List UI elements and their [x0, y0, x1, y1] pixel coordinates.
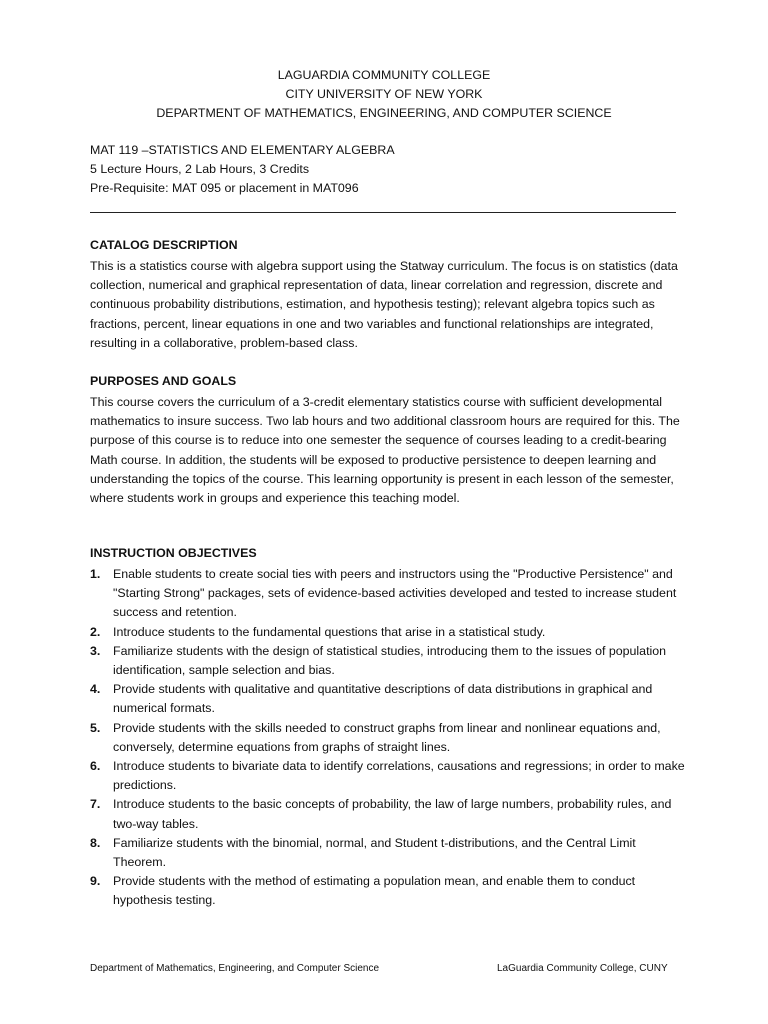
- list-item-text: Enable students to create social ties with peers and instructors using the "Productive Persistence" and "Starting Strong" packages, sets of evidence-based activities developed and tested to increase student success and retention.: [113, 567, 677, 620]
- footer-department: Department of Mathematics, Engineering, and Computer Science: [90, 963, 380, 974]
- list-item: [90, 642, 690, 680]
- page-footer: [90, 962, 670, 974]
- catalog-heading: CATALOG DESCRIPTION: [90, 238, 238, 252]
- course-hours: 5 Lecture Hours, 2 Lab Hours, 3 Credits: [90, 162, 310, 176]
- divider-line: [90, 212, 676, 213]
- course-title: MAT 119 –STATISTICS AND ELEMENTARY ALGEBRA: [90, 143, 395, 157]
- objectives-heading: INSTRUCTION OBJECTIVES: [90, 546, 257, 560]
- list-item-text: Introduce students to bivariate data to identify correlations, causations and regressions; in order to make predictions.: [113, 759, 685, 793]
- list-item-number: 2.: [90, 624, 101, 639]
- list-item-number: 7.: [90, 797, 101, 812]
- list-item: [90, 623, 690, 642]
- university-name: CITY UNIVERSITY OF NEW YORK: [285, 87, 483, 101]
- list-item: [90, 795, 690, 833]
- list-item-text: Introduce students to the basic concepts of probability, the law of large numbers, probability rules, and two-way tables.: [113, 797, 672, 831]
- list-item-number: 4.: [90, 682, 101, 697]
- catalog-section: [90, 236, 690, 353]
- list-item: [90, 719, 690, 757]
- list-item-text: Familiarize students with the binomial, normal, and Student t-distributions, and the Central Limit Theorem.: [113, 835, 636, 870]
- purposes-section: [90, 372, 690, 508]
- purposes-heading: PURPOSES AND GOALS: [90, 374, 237, 388]
- course-prerequisite: Pre-Requisite: MAT 095 or placement in MAT096: [90, 181, 359, 195]
- list-item-number: 1.: [90, 567, 101, 581]
- list-item: [90, 757, 690, 795]
- list-item: [90, 680, 690, 718]
- objectives-section: [90, 544, 690, 911]
- objectives-list: [90, 565, 690, 911]
- list-item-number: 5.: [90, 720, 101, 735]
- list-item-text: Familiarize students with the design of statistical studies, introducing them to the issues of population identification, sample selection and bias.: [113, 643, 667, 678]
- course-info: [90, 141, 395, 198]
- list-item-number: 8.: [90, 835, 101, 850]
- college-name: LAGUARDIA COMMUNITY COLLEGE: [277, 68, 491, 82]
- department-name: DEPARTMENT OF MATHEMATICS, ENGINEERING, AND COMPUTER SCIENCE: [156, 106, 612, 120]
- purposes-text: This course covers the curriculum of a 3-credit elementary statistics course with sufficient developmental mathematics to insure success. Two lab hours and two additional classroom hours are required for this. The purpose of this course is to reduce into one semester the sequence of courses leading to a credit-bearing Math course. In addition, the students will be exposed to productive persistence to deepen learning and understanding the topics of the course. This learning opportunity is present in each lesson of the semester, where students work in groups and experience this teaching model.: [90, 395, 680, 506]
- list-item: [90, 565, 690, 623]
- list-item-text: Provide students with qualitative and quantitative descriptions of data distributions in graphical and numerical formats.: [113, 682, 653, 716]
- list-item-number: 6.: [90, 759, 101, 774]
- document-header: [0, 66, 768, 123]
- list-item-number: 9.: [90, 874, 101, 889]
- list-item-text: Introduce students to the fundamental questions that arise in a statistical study.: [113, 624, 546, 639]
- catalog-text: This is a statistics course with algebra support using the Statway curriculum. The focus is on statistics (data collection, numerical and graphical representation of data, linear correlation and regression, discrete and continuous probability distributions, estimation, and hypothesis testing); relevant algebra topics such as fractions, percent, linear equations in one and two variables and functional relationships are integrated, resulting in a collaborative, problem-based class.: [90, 259, 678, 350]
- footer-college: LaGuardia Community College, CUNY: [497, 963, 668, 974]
- list-item-text: Provide students with the method of estimating a population mean, and enable them to conduct hypothesis testing.: [113, 874, 636, 908]
- list-item: [90, 834, 690, 872]
- list-item: [90, 872, 690, 910]
- list-item-text: Provide students with the skills needed to construct graphs from linear and nonlinear equations and, conversely, determine equations from graphs of straight lines.: [113, 720, 661, 754]
- list-item-number: 3.: [90, 643, 101, 658]
